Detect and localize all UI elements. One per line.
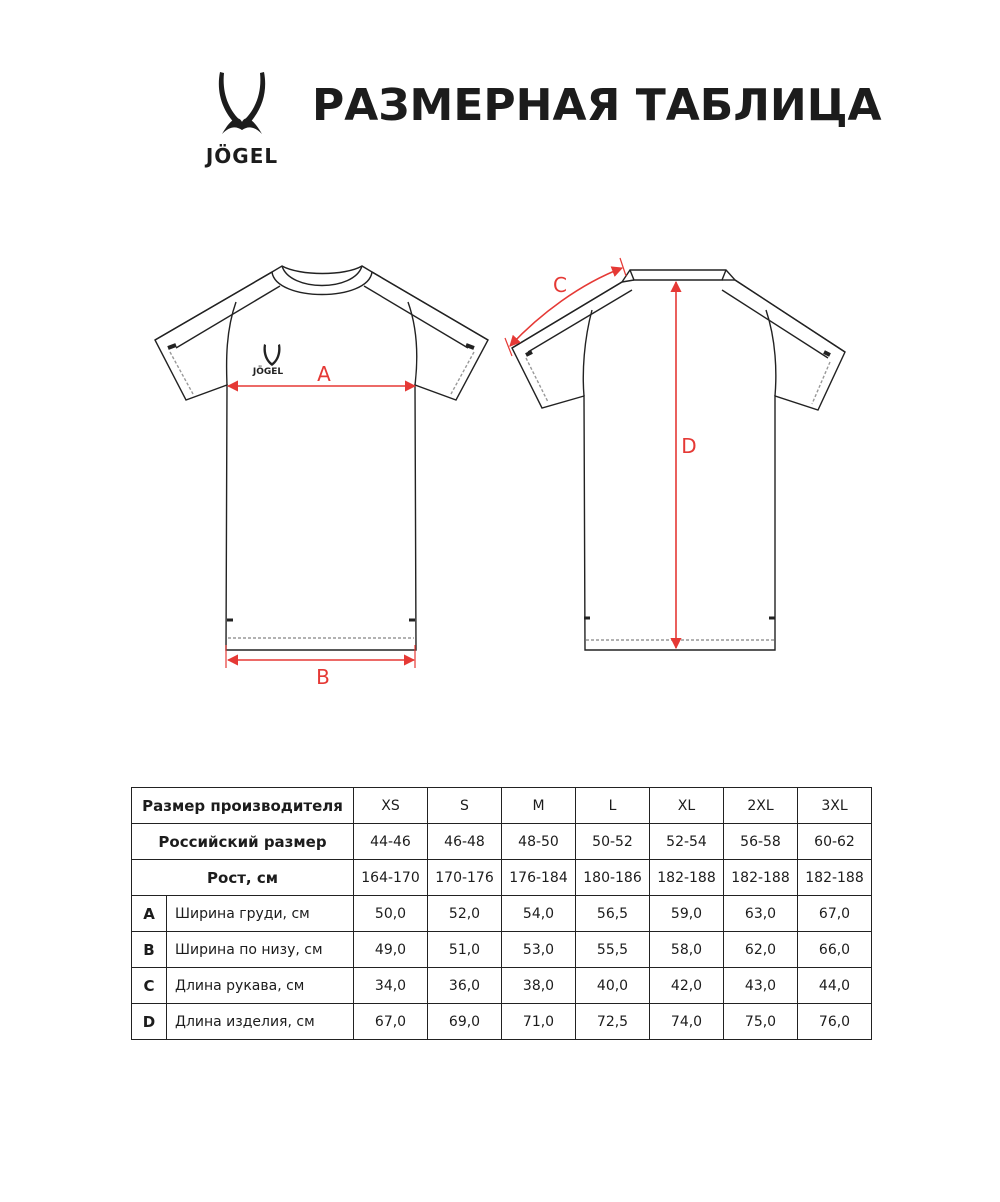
table-cell: 75,0 <box>724 1004 798 1040</box>
table-cell: 44,0 <box>798 968 872 1004</box>
table-cell: 42,0 <box>650 968 724 1004</box>
table-row-manufacturer-size <box>132 788 872 824</box>
measurement-letter: A <box>132 896 167 932</box>
table-cell: 182-188 <box>798 860 872 896</box>
table-cell: 50,0 <box>354 896 428 932</box>
table-row-sleeve-length <box>132 968 872 1004</box>
table-cell: 71,0 <box>502 1004 576 1040</box>
table-cell: 52-54 <box>650 824 724 860</box>
table-cell: 56-58 <box>724 824 798 860</box>
manufacturer-size-label: Размер производителя <box>132 788 354 824</box>
russian-size-label: Российский размер <box>132 824 354 860</box>
table-cell: 164-170 <box>354 860 428 896</box>
table-cell: 56,5 <box>576 896 650 932</box>
table-cell: 67,0 <box>354 1004 428 1040</box>
table-cell: 36,0 <box>428 968 502 1004</box>
size-cell: 3XL <box>798 788 872 824</box>
tshirt-front <box>155 266 488 650</box>
size-table <box>131 787 872 1040</box>
table-cell: 51,0 <box>428 932 502 968</box>
measurement-label: Ширина груди, см <box>167 896 354 932</box>
size-cell: XL <box>650 788 724 824</box>
table-cell: 38,0 <box>502 968 576 1004</box>
table-cell: 54,0 <box>502 896 576 932</box>
table-cell: 44-46 <box>354 824 428 860</box>
measurement-letter: B <box>132 932 167 968</box>
tshirt-back <box>512 270 845 650</box>
table-cell: 53,0 <box>502 932 576 968</box>
table-row-garment-length <box>132 1004 872 1040</box>
table-cell: 60-62 <box>798 824 872 860</box>
table-row-russian-size <box>132 824 872 860</box>
table-row-hem-width <box>132 932 872 968</box>
table-cell: 62,0 <box>724 932 798 968</box>
size-cell: M <box>502 788 576 824</box>
table-cell: 176-184 <box>502 860 576 896</box>
table-cell: 74,0 <box>650 1004 724 1040</box>
measurement-label: Длина изделия, см <box>167 1004 354 1040</box>
table-cell: 59,0 <box>650 896 724 932</box>
table-cell: 55,5 <box>576 932 650 968</box>
table-cell: 58,0 <box>650 932 724 968</box>
measurement-label: Длина рукава, см <box>167 968 354 1004</box>
table-cell: 180-186 <box>576 860 650 896</box>
table-cell: 43,0 <box>724 968 798 1004</box>
table-cell: 34,0 <box>354 968 428 1004</box>
table-cell: 50-52 <box>576 824 650 860</box>
table-cell: 72,5 <box>576 1004 650 1040</box>
table-cell: 69,0 <box>428 1004 502 1040</box>
dimension-c-label: C <box>553 273 567 297</box>
size-cell: L <box>576 788 650 824</box>
table-cell: 46-48 <box>428 824 502 860</box>
table-row-chest-width <box>132 896 872 932</box>
table-cell: 170-176 <box>428 860 502 896</box>
dimension-d-label: D <box>681 434 697 458</box>
page-title: РАЗМЕРНАЯ ТАБЛИЦА <box>312 80 882 131</box>
table-cell: 76,0 <box>798 1004 872 1040</box>
table-cell: 182-188 <box>724 860 798 896</box>
size-cell: 2XL <box>724 788 798 824</box>
table-cell: 63,0 <box>724 896 798 932</box>
height-label: Рост, см <box>132 860 354 896</box>
table-cell: 48-50 <box>502 824 576 860</box>
table-cell: 40,0 <box>576 968 650 1004</box>
brand-wordmark: JÖGEL <box>205 144 279 168</box>
measurement-label: Ширина по низу, см <box>167 932 354 968</box>
size-cell: S <box>428 788 502 824</box>
table-cell: 52,0 <box>428 896 502 932</box>
table-cell: 66,0 <box>798 932 872 968</box>
dimension-b-label: B <box>316 665 330 689</box>
table-cell: 67,0 <box>798 896 872 932</box>
table-cell: 49,0 <box>354 932 428 968</box>
measurement-letter: C <box>132 968 167 1004</box>
chest-logo-text: JÖGEL <box>252 367 284 377</box>
dimension-a-label: A <box>317 362 331 386</box>
measurement-letter: D <box>132 1004 167 1040</box>
size-cell: XS <box>354 788 428 824</box>
table-cell: 182-188 <box>650 860 724 896</box>
table-row-height <box>132 860 872 896</box>
